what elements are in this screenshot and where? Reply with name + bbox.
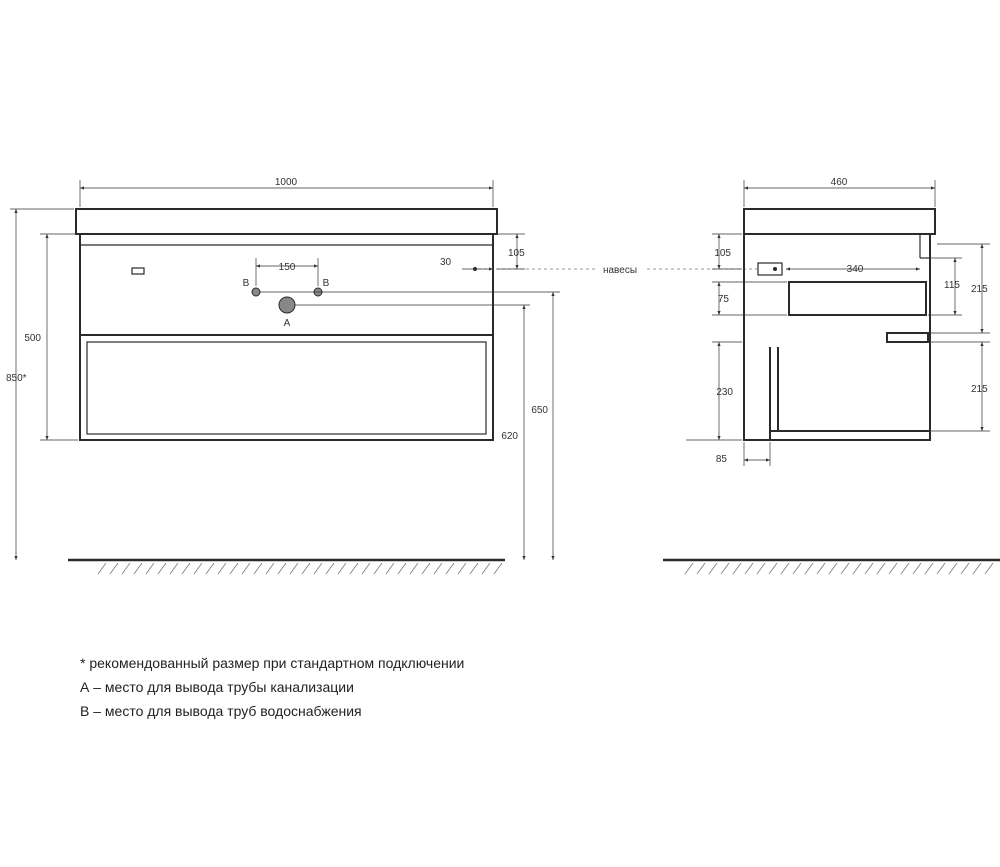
hatch-line [434, 563, 442, 574]
hatch-line [122, 563, 130, 574]
side-countertop [744, 209, 935, 234]
side-hinge-box [758, 263, 782, 275]
hatch-line [865, 563, 873, 574]
hinge-depth-label: 340 [846, 264, 864, 275]
hatch-line [901, 563, 909, 574]
body-height-label: 500 [24, 333, 41, 344]
hatch-line [110, 563, 118, 574]
hatch-line [913, 563, 921, 574]
hatch-line [362, 563, 370, 574]
hatch-line [733, 563, 741, 574]
front-drawer-frame [87, 342, 486, 434]
pipe-spacing-label: 150 [278, 262, 296, 273]
hatch-line [925, 563, 933, 574]
hatch-line [817, 563, 825, 574]
hatch-line [709, 563, 717, 574]
drawer-offset-label: 75 [717, 294, 729, 305]
hatch-line [937, 563, 945, 574]
hatch-line [757, 563, 765, 574]
hatch-line [745, 563, 753, 574]
front-floor-hatch [98, 563, 502, 574]
side-floor-hatch [685, 563, 993, 574]
hatch-line [218, 563, 226, 574]
hatch-line [841, 563, 849, 574]
shelf-depth-label: 85 [715, 454, 727, 465]
side-inner-bottom [770, 347, 930, 440]
front-countertop [76, 209, 497, 234]
side-drawer [789, 282, 926, 315]
drawer-height-label: 115 [944, 280, 960, 291]
hatch-line [326, 563, 334, 574]
hatch-line [194, 563, 202, 574]
lower-section-label: 215 [971, 384, 988, 395]
hatch-line [374, 563, 382, 574]
hatch-line [98, 563, 106, 574]
hatch-line [338, 563, 346, 574]
hatch-line [458, 563, 466, 574]
pipe-b-left-label: B [242, 278, 250, 289]
hatch-line [350, 563, 358, 574]
hatch-line [302, 563, 310, 574]
hatch-line [781, 563, 789, 574]
hatch-line [410, 563, 418, 574]
hatch-line [170, 563, 178, 574]
side-view [663, 177, 1000, 574]
hatch-line [793, 563, 801, 574]
logo-plate [132, 268, 144, 274]
hatch-line [482, 563, 490, 574]
pipe-a-icon [279, 297, 295, 313]
side-top-offset-label: 105 [714, 248, 731, 259]
pipe-b-left-icon [252, 288, 260, 296]
hatch-line [853, 563, 861, 574]
front-width-label: 1000 [274, 177, 298, 188]
hatch-line [146, 563, 154, 574]
hatch-line [494, 563, 502, 574]
hatch-line [829, 563, 837, 574]
hatch-line [278, 563, 286, 574]
hatch-line [769, 563, 777, 574]
hatch-line [134, 563, 142, 574]
hatch-line [877, 563, 885, 574]
hinges-label: навесы [602, 265, 638, 276]
note-point-b: В – место для вывода труб водоснабжения [80, 703, 362, 719]
front-view [6, 177, 595, 574]
side-back-panel [744, 234, 930, 440]
hatch-line [158, 563, 166, 574]
hatch-line [889, 563, 897, 574]
hatch-line [206, 563, 214, 574]
hatch-line [398, 563, 406, 574]
side-shelf [887, 333, 928, 342]
side-hinge-marker-icon [773, 267, 777, 271]
front-top-offset-label: 105 [508, 248, 525, 259]
hatch-line [314, 563, 322, 574]
note-point-a: А – место для вывода трубы канализации [80, 679, 354, 695]
note-asterisk: * рекомендованный размер при стандартном подключении [80, 655, 465, 671]
hatch-line [721, 563, 729, 574]
shelf-height-label: 230 [716, 387, 733, 398]
hatch-line [386, 563, 394, 574]
hatch-line [949, 563, 957, 574]
hatch-line [446, 563, 454, 574]
hatch-line [242, 563, 250, 574]
hatch-line [805, 563, 813, 574]
pipe-a-label: A [283, 318, 291, 329]
hatch-line [266, 563, 274, 574]
hatch-line [230, 563, 238, 574]
hatch-line [182, 563, 190, 574]
hatch-line [470, 563, 478, 574]
hatch-line [961, 563, 969, 574]
pipe-b-right-label: B [322, 278, 330, 289]
pipe-height-label: 620 [501, 431, 518, 442]
hinge-offset-label: 30 [440, 257, 452, 268]
hatch-line [254, 563, 262, 574]
hatch-line [985, 563, 993, 574]
top-height-label: 650 [531, 405, 548, 416]
hatch-line [973, 563, 981, 574]
upper-section-label: 215 [971, 284, 988, 295]
hatch-line [685, 563, 693, 574]
side-depth-label: 460 [830, 177, 848, 188]
hatch-line [290, 563, 298, 574]
total-height-label: 850* [6, 373, 27, 384]
hatch-line [422, 563, 430, 574]
hatch-line [697, 563, 705, 574]
